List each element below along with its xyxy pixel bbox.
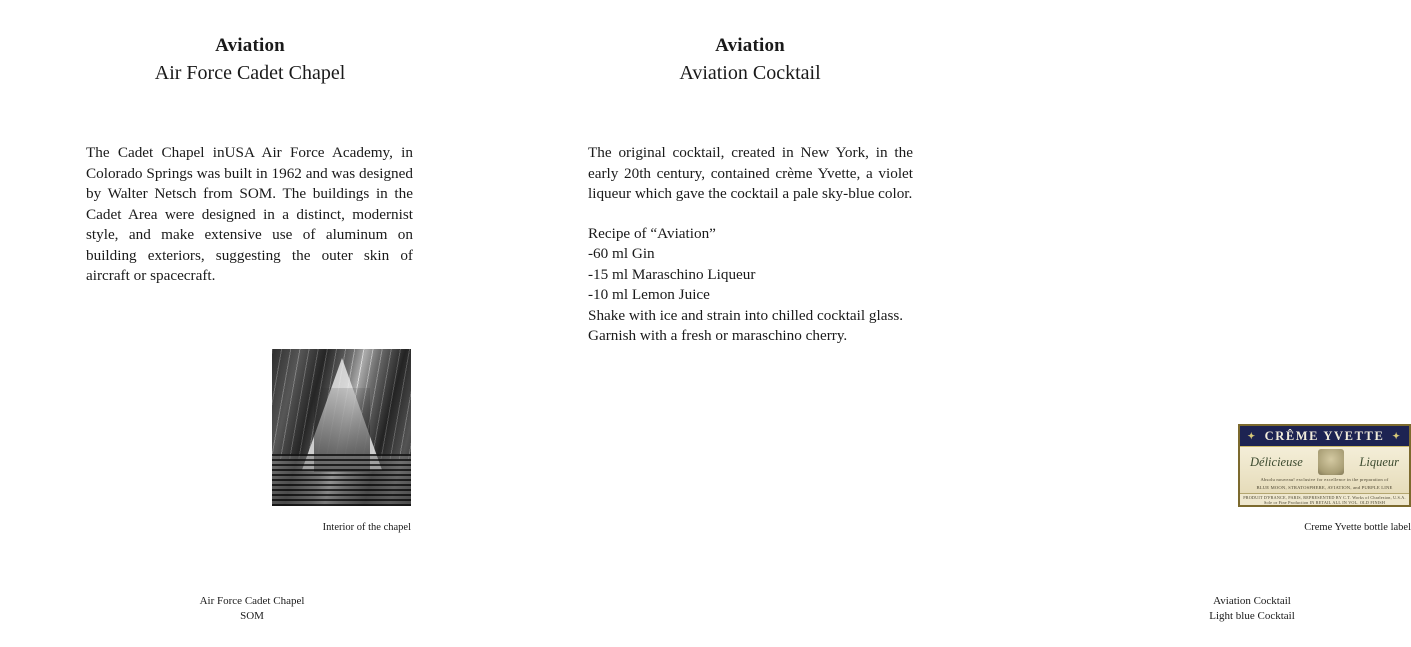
label-brand-text: CRÊME YVETTE [1264, 428, 1385, 443]
recipe-line-garnish: Garnish with a fresh or maraschino cherry. [588, 327, 848, 345]
recipe-line-gin: -60 ml Gin [588, 245, 655, 263]
label-bottom-print: PRODUIT D'FRANCE, PARIS, REPRESENTED BY C.T. Works of Charleston, U.S.A. Sole or Fine Production IN RETAIL ALL IN VOL. OLD FINISH [1240, 493, 1409, 505]
label-script-right: Liqueur [1359, 454, 1399, 469]
left-image-caption: Interior of the chapel [322, 522, 411, 533]
right-body-text [588, 128, 913, 347]
star-icon: ✦ [1247, 430, 1257, 441]
left-footer-line2: SOM [240, 610, 264, 622]
label-script-row [1244, 449, 1405, 475]
creme-yvette-label-image [1238, 424, 1411, 507]
recipe-line-lemon: -10 ml Lemon Juice [588, 286, 710, 304]
label-brand-bar [1240, 426, 1409, 447]
right-footer [1150, 594, 1354, 624]
label-fine-print: Absolu nouveau! exclusive for excellence in the preparation of [1260, 477, 1389, 483]
chapel-interior-image [272, 349, 411, 506]
left-title-block [0, 33, 500, 87]
label-script-left: Délicieuse [1250, 454, 1303, 469]
star-icon: ✦ [1392, 430, 1402, 441]
chapel-photo [272, 349, 411, 506]
left-title-sub: Air Force Cadet Chapel [154, 62, 346, 84]
left-title-main: Aviation [215, 35, 285, 56]
recipe-line-maraschino: -15 ml Maraschino Liqueur [588, 265, 756, 283]
right-title-main: Aviation [715, 35, 785, 56]
recipe-heading: Recipe of “Aviation” [588, 224, 716, 242]
right-title-block [500, 33, 1000, 87]
right-column [500, 0, 1411, 647]
right-footer-line1: Aviation Cocktail [1213, 595, 1291, 607]
right-title-sub: Aviation Cocktail [679, 62, 821, 84]
recipe-line-shake: Shake with ice and strain into chilled cocktail glass. [588, 306, 904, 324]
left-column [0, 0, 500, 647]
left-footer-line1: Air Force Cadet Chapel [199, 595, 305, 607]
left-paragraph: The Cadet Chapel inUSA Air Force Academy, in Colorado Springs was built in 1962 and was designed by Walter Netsch from SOM. The buildings in the Cadet Area were designed in a distinct, modernist style, and make extensive use of aluminum on building exteriors, suggesting the outer skin of aircraft or spacecraft. [86, 144, 413, 285]
left-body-text [86, 128, 413, 302]
right-paragraph: The original cocktail, created in New York, in the early 20th century, contained crème Yvette, a violet liqueur which gave the cocktail a pale sky-blue color. [588, 144, 913, 203]
recipe-block [588, 224, 913, 347]
right-footer-line2: Light blue Cocktail [1209, 610, 1295, 622]
label-middle [1240, 447, 1409, 493]
chapel-pews-decor [272, 454, 411, 506]
right-image-caption: Creme Yvette bottle label [1304, 522, 1411, 533]
label-fine-print-2: BLUE MOON, STRATOSPHERE, AVIATION, and PURPLE LINE [1256, 485, 1393, 491]
crest-icon [1318, 449, 1344, 475]
creme-yvette-label [1238, 424, 1411, 507]
left-footer [150, 594, 354, 624]
